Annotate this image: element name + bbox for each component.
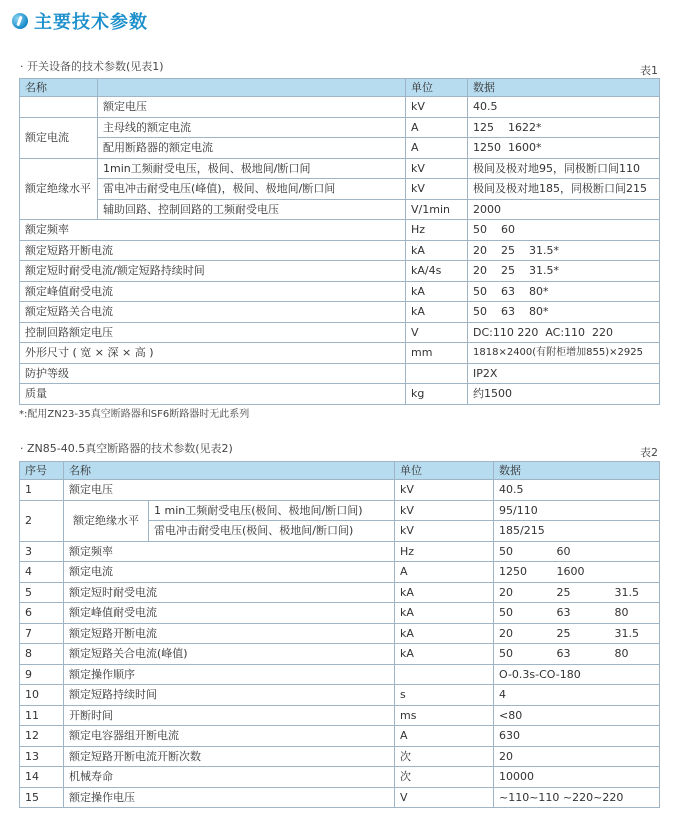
table-row: [20, 562, 660, 583]
row-data: 50 63 80*: [468, 302, 660, 323]
table1-header: [20, 79, 660, 97]
row-no: 14: [20, 767, 64, 788]
row-unit: kA: [395, 644, 494, 665]
row-unit: kV: [406, 97, 468, 118]
row-no: 2: [20, 500, 64, 541]
row-name: 额定操作顺序: [64, 664, 395, 685]
section2-label: · ZN85-40.5真空断路器的技术参数(见表2): [20, 442, 233, 455]
table-row: [20, 582, 660, 603]
row-data-2: 1600: [552, 562, 610, 583]
row-data: 2000: [468, 199, 660, 220]
row-group: [20, 97, 98, 118]
row-data: IP2X: [468, 363, 660, 384]
row-name: 额定短路开断电流: [64, 623, 395, 644]
row-unit: kA: [395, 603, 494, 624]
row-item: 1min工频耐受电压，极间、极地间/断口间: [98, 158, 406, 179]
row-unit: [395, 664, 494, 685]
row-no: 11: [20, 705, 64, 726]
row-unit: mm: [406, 343, 468, 364]
row-unit: kV: [406, 179, 468, 200]
row-group: 额定绝缘水平: [20, 158, 98, 220]
row-data-1: 20: [494, 582, 552, 603]
row-unit: kA/4s: [406, 261, 468, 282]
row-data-3: [610, 541, 660, 562]
row-name: 额定短路关合电流(峰值): [64, 644, 395, 665]
table2-header: [20, 462, 660, 480]
table-row: [20, 603, 660, 624]
row-unit: V: [406, 322, 468, 343]
row-name: 额定短路开断电流开断次数: [64, 746, 395, 767]
row-data-2: 63: [552, 644, 610, 665]
row-item: 雷电冲击耐受电压(峰值)，极间、极地间/断口间: [98, 179, 406, 200]
row-unit: Hz: [406, 220, 468, 241]
table-row: [20, 726, 660, 747]
row-unit: kA: [406, 240, 468, 261]
row-sub: 1 min工频耐受电压(极间、极地间/断口间): [149, 500, 395, 521]
row-unit: kg: [406, 384, 468, 405]
row-data-2: 60: [552, 541, 610, 562]
row-data-1: 1250: [494, 562, 552, 583]
row-unit: kV: [395, 521, 494, 542]
row-no: 4: [20, 562, 64, 583]
row-name: 开断时间: [64, 705, 395, 726]
row-data-3: 80: [610, 603, 660, 624]
row-unit: A: [395, 562, 494, 583]
row-name: 额定频率: [64, 541, 395, 562]
row-unit: V: [395, 787, 494, 808]
table-row: [20, 220, 660, 241]
row-no: 9: [20, 664, 64, 685]
row-data: ~110~110 ~220~220: [494, 787, 660, 808]
row-data: 20: [494, 746, 660, 767]
header-data: 数据: [468, 79, 660, 97]
row-group: 控制回路额定电压: [20, 322, 406, 343]
row-unit: kA: [406, 281, 468, 302]
table2: [19, 461, 660, 808]
row-group: 额定频率: [20, 220, 406, 241]
row-unit: kV: [406, 158, 468, 179]
row-name: 机械寿命: [64, 767, 395, 788]
row-data: 1818×2400(有附柜增加855)×2925: [468, 343, 660, 364]
row-data: 185/215: [494, 521, 660, 542]
row-data: 1250 1600*: [468, 138, 660, 159]
row-no: 3: [20, 541, 64, 562]
table-row: [20, 97, 660, 118]
header-name: 名称: [64, 462, 395, 480]
row-item: 主母线的额定电流: [98, 117, 406, 138]
row-data: 20 25 31.5*: [468, 261, 660, 282]
row-group: 额定短路关合电流: [20, 302, 406, 323]
table-row: [20, 541, 660, 562]
row-item: 辅助回路、控制回路的工频耐受电压: [98, 199, 406, 220]
row-no: 5: [20, 582, 64, 603]
row-data-3: 31.5: [610, 582, 660, 603]
row-item: 配用断路器的额定电流: [98, 138, 406, 159]
table-row: [20, 787, 660, 808]
table-row: [20, 199, 660, 220]
row-name: 额定峰值耐受电流: [64, 603, 395, 624]
row-data: 40.5: [494, 480, 660, 501]
table-row: [20, 158, 660, 179]
row-unit: 次: [395, 767, 494, 788]
table-row: [20, 685, 660, 706]
section2-tag: 表2: [640, 446, 658, 459]
row-group: 额定短时耐受电流/额定短路持续时间: [20, 261, 406, 282]
row-data: 95/110: [494, 500, 660, 521]
row-data: 125 1622*: [468, 117, 660, 138]
row-no: 15: [20, 787, 64, 808]
row-name: 额定电流: [64, 562, 395, 583]
page-title: [12, 8, 148, 34]
header-blank: [98, 79, 406, 97]
row-name: 额定绝缘水平: [64, 500, 149, 541]
row-unit: Hz: [395, 541, 494, 562]
table-row: [20, 302, 660, 323]
table-row: [20, 343, 660, 364]
table-row: [20, 746, 660, 767]
row-data: 630: [494, 726, 660, 747]
row-unit: s: [395, 685, 494, 706]
row-unit: kA: [395, 623, 494, 644]
row-data: DC:110 220 AC:110 220: [468, 322, 660, 343]
header-unit: 单位: [395, 462, 494, 480]
table-row: [20, 623, 660, 644]
table-row: [20, 705, 660, 726]
row-data-1: 50: [494, 541, 552, 562]
row-unit: [406, 363, 468, 384]
row-no: 8: [20, 644, 64, 665]
row-group: 额定电流: [20, 117, 98, 158]
row-unit: kV: [395, 500, 494, 521]
row-data: 50 60: [468, 220, 660, 241]
table-row: [20, 500, 660, 521]
row-name: 额定电压: [64, 480, 395, 501]
section1-tag: 表1: [640, 64, 658, 77]
row-unit: kA: [406, 302, 468, 323]
row-unit: kA: [395, 582, 494, 603]
table-row: [20, 322, 660, 343]
row-no: 6: [20, 603, 64, 624]
row-data: 40.5: [468, 97, 660, 118]
section1-label: · 开关设备的技术参数(见表1): [20, 60, 164, 73]
table-row: [20, 117, 660, 138]
row-unit: A: [406, 117, 468, 138]
table-row: [20, 261, 660, 282]
table-row: [20, 240, 660, 261]
row-no: 12: [20, 726, 64, 747]
header-data: 数据: [494, 462, 660, 480]
row-no: 10: [20, 685, 64, 706]
title-text: 主要技术参数: [34, 12, 148, 33]
table-row: [20, 363, 660, 384]
row-data-3: 31.5: [610, 623, 660, 644]
table-row: [20, 281, 660, 302]
row-data: O-0.3s-CO-180: [494, 664, 660, 685]
row-data-3: 80: [610, 644, 660, 665]
row-name: 额定操作电压: [64, 787, 395, 808]
table-row: [20, 480, 660, 501]
table-row: [20, 767, 660, 788]
row-data: 50 63 80*: [468, 281, 660, 302]
lightning-icon: [12, 13, 28, 29]
row-unit: A: [395, 726, 494, 747]
row-data: <80: [494, 705, 660, 726]
row-data: 4: [494, 685, 660, 706]
row-group: 额定短路开断电流: [20, 240, 406, 261]
row-no: 1: [20, 480, 64, 501]
row-unit: V/1min: [406, 199, 468, 220]
row-data-1: 50: [494, 603, 552, 624]
row-name: 额定电容器组开断电流: [64, 726, 395, 747]
row-name: 额定短时耐受电流: [64, 582, 395, 603]
row-group: 防护等级: [20, 363, 406, 384]
row-name: 额定短路持续时间: [64, 685, 395, 706]
row-data-3: [610, 562, 660, 583]
row-unit: ms: [395, 705, 494, 726]
row-data: 极间及极对地185，同极断口间215: [468, 179, 660, 200]
table-row: [20, 644, 660, 665]
row-unit: 次: [395, 746, 494, 767]
table-row: [20, 179, 660, 200]
section1-note: *:配用ZN23-35真空断路器和SF6断路器时无此系列: [19, 409, 250, 420]
row-no: 7: [20, 623, 64, 644]
row-data: 极间及极对地95，同极断口间110: [468, 158, 660, 179]
row-group: 外形尺寸 ( 宽 × 深 × 高 ): [20, 343, 406, 364]
row-data-2: 25: [552, 582, 610, 603]
row-data-1: 50: [494, 644, 552, 665]
row-data: 10000: [494, 767, 660, 788]
row-sub: 雷电冲击耐受电压(极间、极地间/断口间): [149, 521, 395, 542]
row-data: 约1500: [468, 384, 660, 405]
row-unit: A: [406, 138, 468, 159]
row-data: 20 25 31.5*: [468, 240, 660, 261]
header-no: 序号: [20, 462, 64, 480]
row-group: 质量: [20, 384, 406, 405]
row-no: 13: [20, 746, 64, 767]
row-data-1: 20: [494, 623, 552, 644]
table-row: [20, 664, 660, 685]
row-data-2: 63: [552, 603, 610, 624]
header-name: 名称: [20, 79, 98, 97]
table-row: [20, 138, 660, 159]
row-unit: kV: [395, 480, 494, 501]
table-row: [20, 384, 660, 405]
row-data-2: 25: [552, 623, 610, 644]
row-group: 额定峰值耐受电流: [20, 281, 406, 302]
table1: [19, 78, 660, 405]
header-unit: 单位: [406, 79, 468, 97]
row-item: 额定电压: [98, 97, 406, 118]
